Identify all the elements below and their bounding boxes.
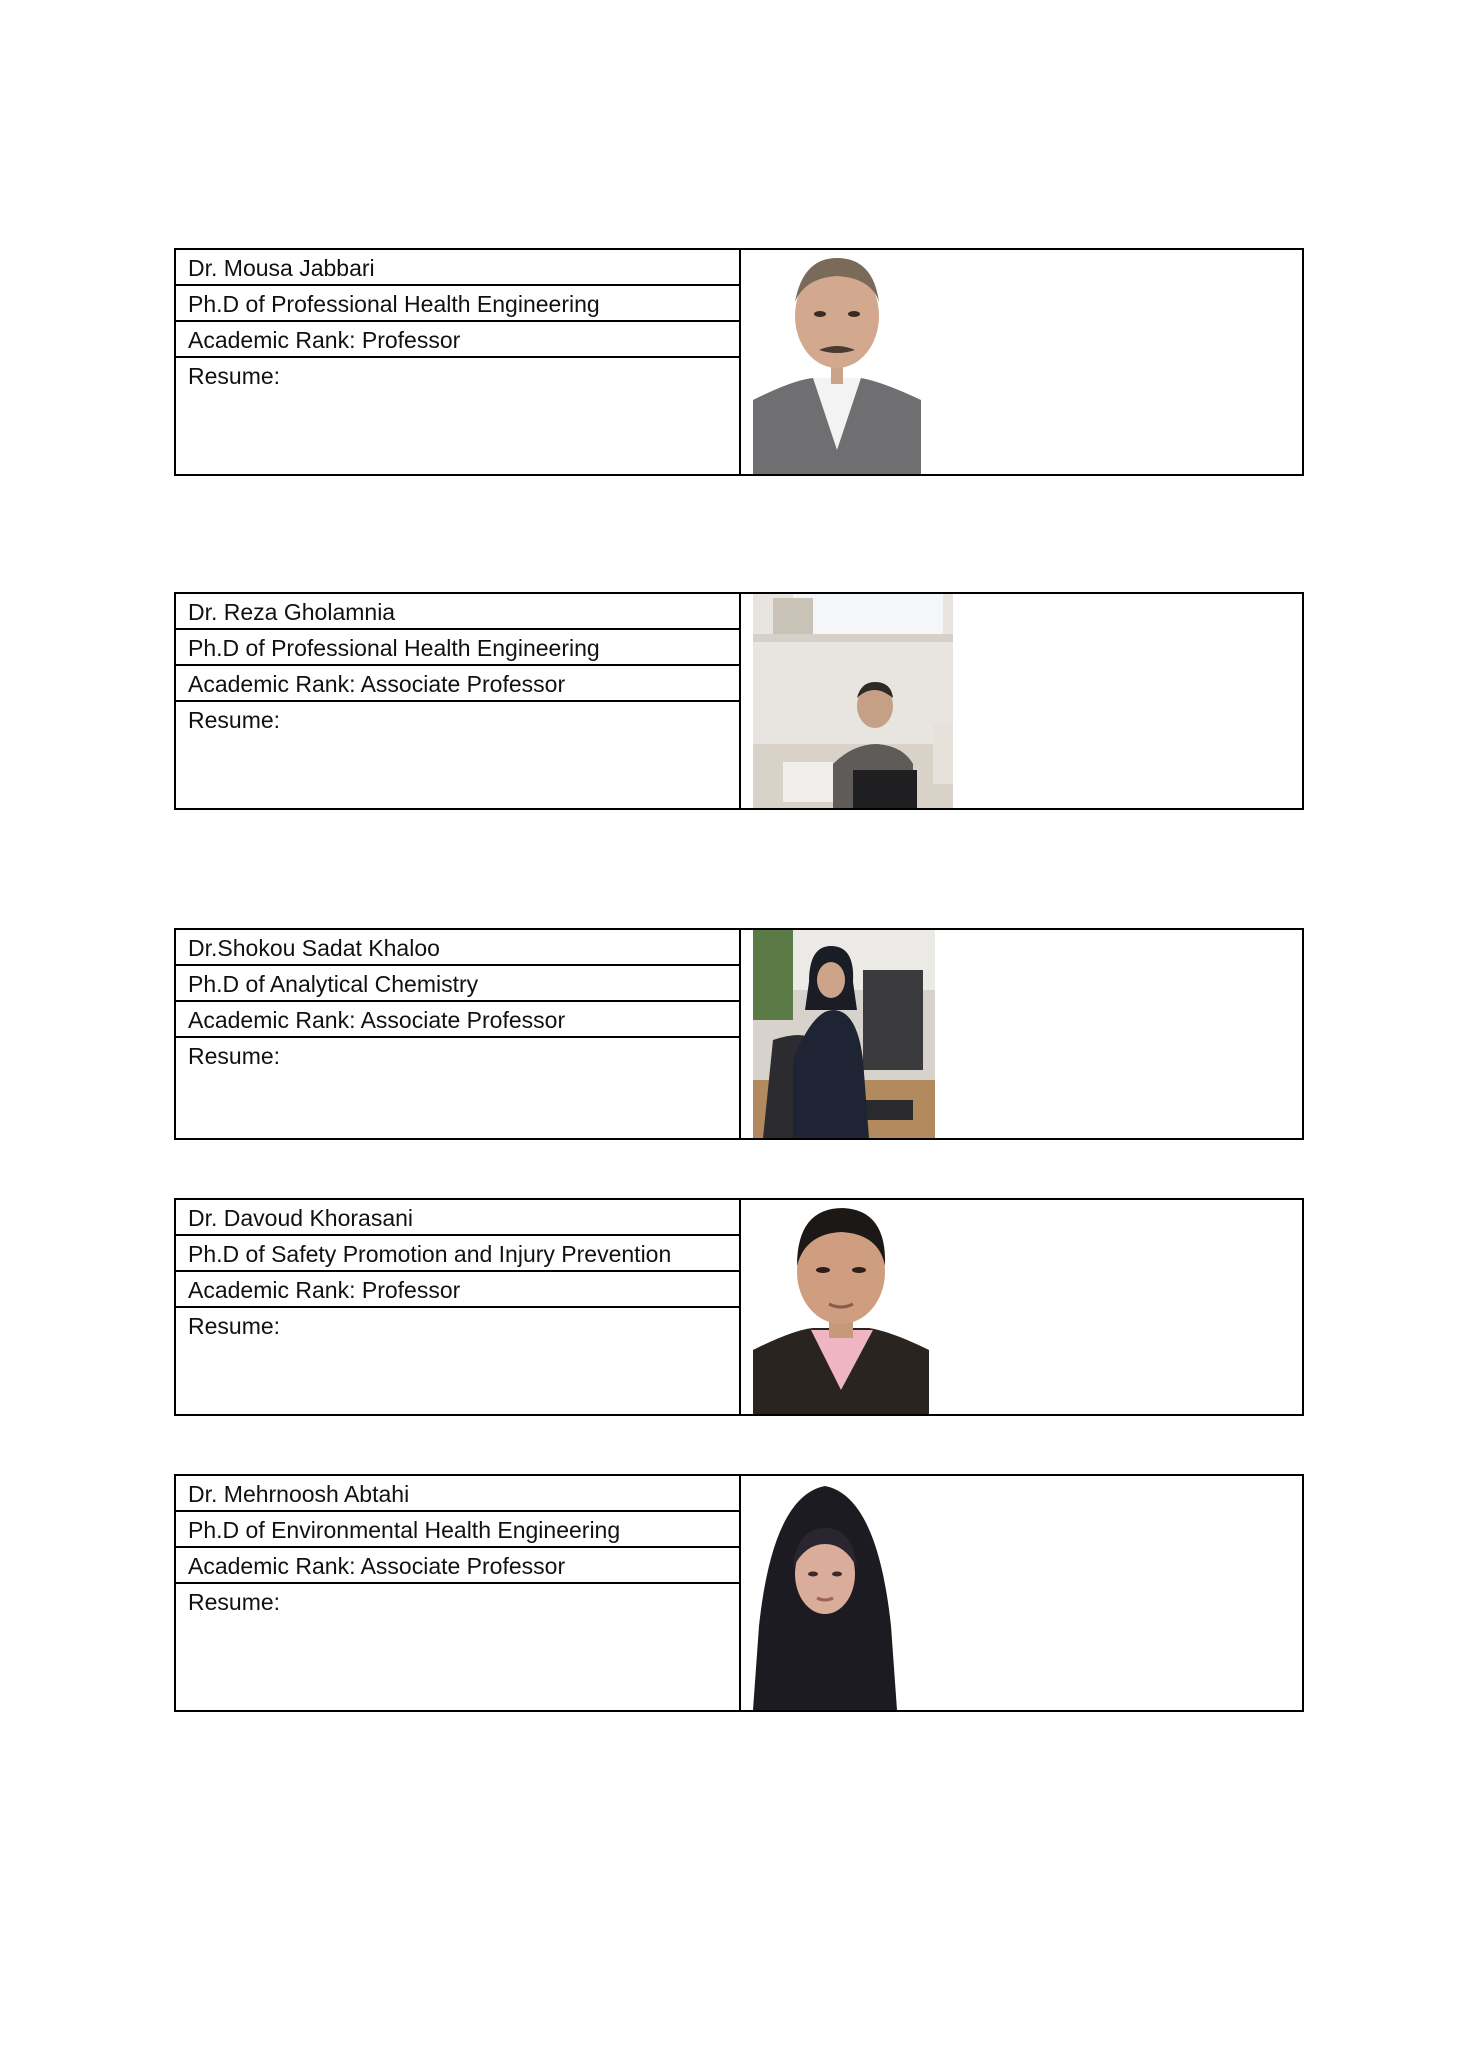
profile-resume: Resume: xyxy=(188,707,281,733)
profile-card xyxy=(174,1474,1304,1712)
profile-resume: Resume: xyxy=(188,1043,281,1069)
profile-rank: Academic Rank: Associate Professor xyxy=(176,1548,739,1584)
profile-card xyxy=(174,1198,1304,1416)
profile-card xyxy=(174,592,1304,810)
profile-degree: Ph.D of Safety Promotion and Injury Prevention xyxy=(176,1236,739,1272)
photo-cell xyxy=(741,930,1302,1138)
photo-cell xyxy=(741,1200,1302,1414)
profile-photo xyxy=(753,1476,897,1710)
profile-resume: Resume: xyxy=(188,1313,281,1339)
profile-name: Dr. Mousa Jabbari xyxy=(176,250,739,286)
profile-photo xyxy=(753,1200,929,1414)
photo-cell xyxy=(741,1476,1302,1710)
profile-info xyxy=(176,1200,741,1414)
profile-photo xyxy=(753,930,935,1138)
profile-info xyxy=(176,594,741,808)
profile-info xyxy=(176,1476,741,1710)
profile-name: Dr. Davoud Khorasani xyxy=(176,1200,739,1236)
profile-rank: Academic Rank: Associate Professor xyxy=(176,1002,739,1038)
profile-card xyxy=(174,248,1304,476)
photo-cell xyxy=(741,250,1302,474)
profile-rank: Academic Rank: Associate Professor xyxy=(176,666,739,702)
profile-card xyxy=(174,928,1304,1140)
profile-degree: Ph.D of Professional Health Engineering xyxy=(176,630,739,666)
profile-rank: Academic Rank: Professor xyxy=(176,322,739,358)
profile-degree: Ph.D of Analytical Chemistry xyxy=(176,966,739,1002)
profile-name: Dr. Reza Gholamnia xyxy=(176,594,739,630)
profile-rank: Academic Rank: Professor xyxy=(176,1272,739,1308)
profile-name: Dr. Mehrnoosh Abtahi xyxy=(176,1476,739,1512)
profile-resume: Resume: xyxy=(188,1589,281,1615)
profile-resume: Resume: xyxy=(188,363,281,389)
profile-photo xyxy=(753,594,953,808)
profile-degree: Ph.D of Professional Health Engineering xyxy=(176,286,739,322)
profile-degree: Ph.D of Environmental Health Engineering xyxy=(176,1512,739,1548)
profile-photo xyxy=(753,250,921,474)
profile-info xyxy=(176,250,741,474)
photo-cell xyxy=(741,594,1302,808)
profile-name: Dr.Shokou Sadat Khaloo xyxy=(176,930,739,966)
profile-info xyxy=(176,930,741,1138)
